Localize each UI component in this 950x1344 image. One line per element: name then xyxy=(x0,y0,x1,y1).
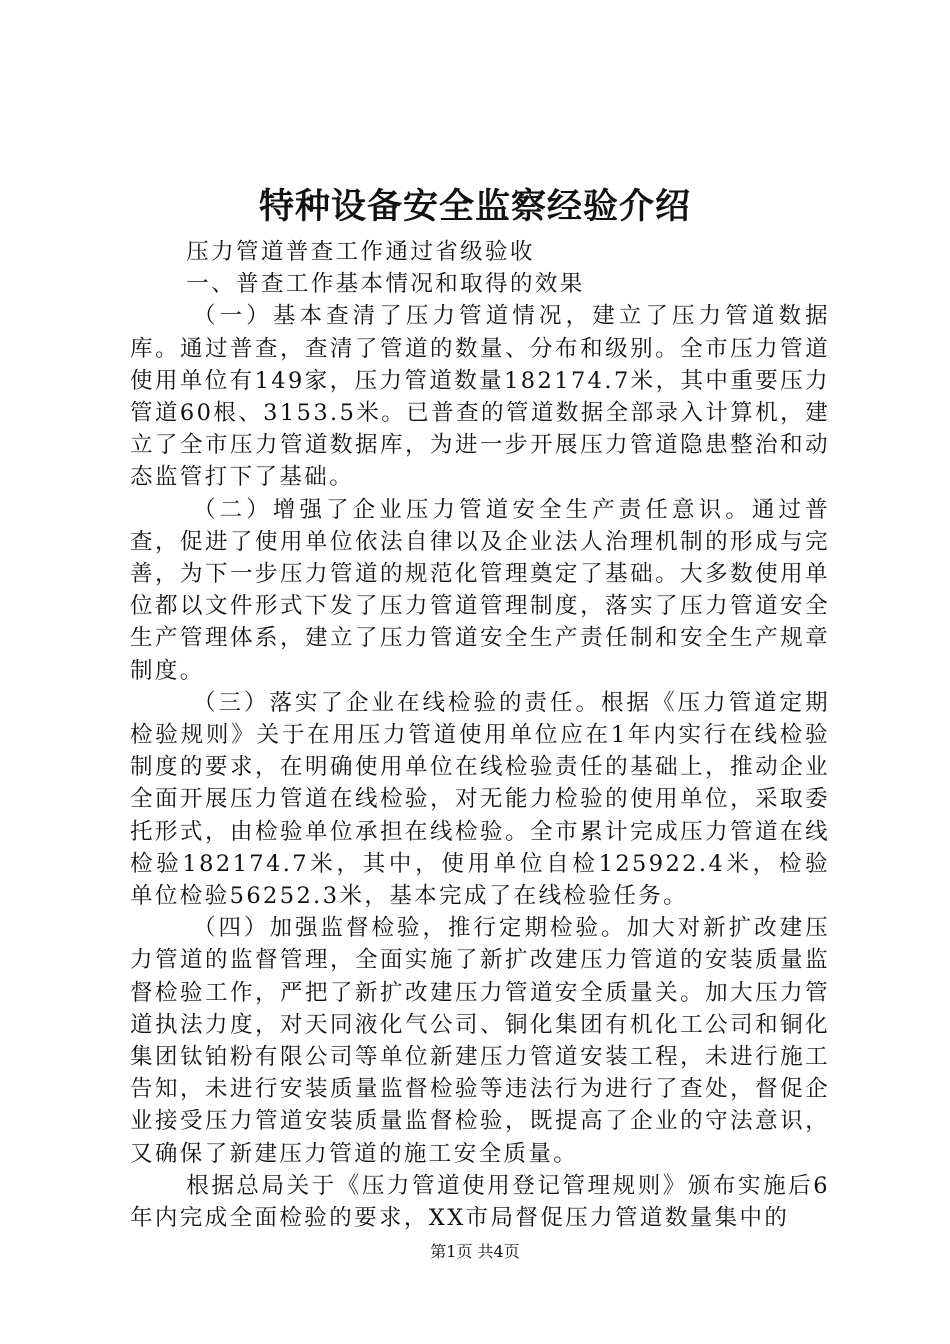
paragraph-item-2: （二）增强了企业压力管道安全生产责任意识。通过普查，促进了使用单位依法自律以及企业法人治理机制的形成与完善，为下一步压力管道的规范化管理奠定了基础。大多数使用单位都以文件形式下发了压力管道管理制度，落实了压力管道安全生产管理体系，建立了压力管道安全生产责任制和安全生产规章制度。 xyxy=(130,496,830,684)
section-heading: 一、普查工作基本情况和取得的效果 xyxy=(186,271,585,298)
paragraph-item-1: （一）基本查清了压力管道情况，建立了压力管道数据库。通过普查，查清了管道的数量、分布和级别。全市压力管道使用单位有149家，压力管道数量182174.7米，其中重要压力管道60根、3153.5米。已普查的管道数据全部录入计算机，建立了全市压力管道数据库，为进一步开展压力管道隐患整治和动态监管打下了基础。 xyxy=(130,303,830,491)
document-body xyxy=(130,236,830,1234)
document-title: 特种设备安全监察经验介绍 xyxy=(258,186,691,227)
page-number-footer: 第1页 共4页 xyxy=(430,1242,520,1261)
paragraph-item-3: （三）落实了企业在线检验的责任。根据《压力管道定期检验规则》关于在用压力管道使用单位应在1年内实行在线检验制度的要求，在明确使用单位在线检验责任的基础上，推动企业全面开展压力管道在线检验，对无能力检验的使用单位，采取委托形式，由检验单位承担在线检验。全市累计完成压力管道在线检验182174.7米，其中，使用单位自检125922.4米，检验单位检验56252.3米，基本完成了在线检验任务。 xyxy=(130,689,830,910)
paragraph-item-4: （四）加强监督检验，推行定期检验。加大对新扩改建压力管道的监督管理，全面实施了新扩改建压力管道的安装质量监督检验工作，严把了新扩改建压力管道安全质量关。加大压力管道执法力度，对天同液化气公司、铜化集团有机化工公司和铜化集团钛铂粉有限公司等单位新建压力管道安装工程，未进行施工告知，未进行安装质量监督检验等违法行为进行了查处，督促企业接受压力管道安装质量监督检验，既提高了企业的守法意识，又确保了新建压力管道的施工安全质量。 xyxy=(130,915,830,1167)
paragraph-body-5: 根据总局关于《压力管道使用登记管理规则》颁布实施后6年内完成全面检验的要求，XX市局督促压力管道数量集中的 xyxy=(130,1172,830,1232)
subtitle-paragraph: 压力管道普查工作通过省级验收 xyxy=(186,239,535,265)
